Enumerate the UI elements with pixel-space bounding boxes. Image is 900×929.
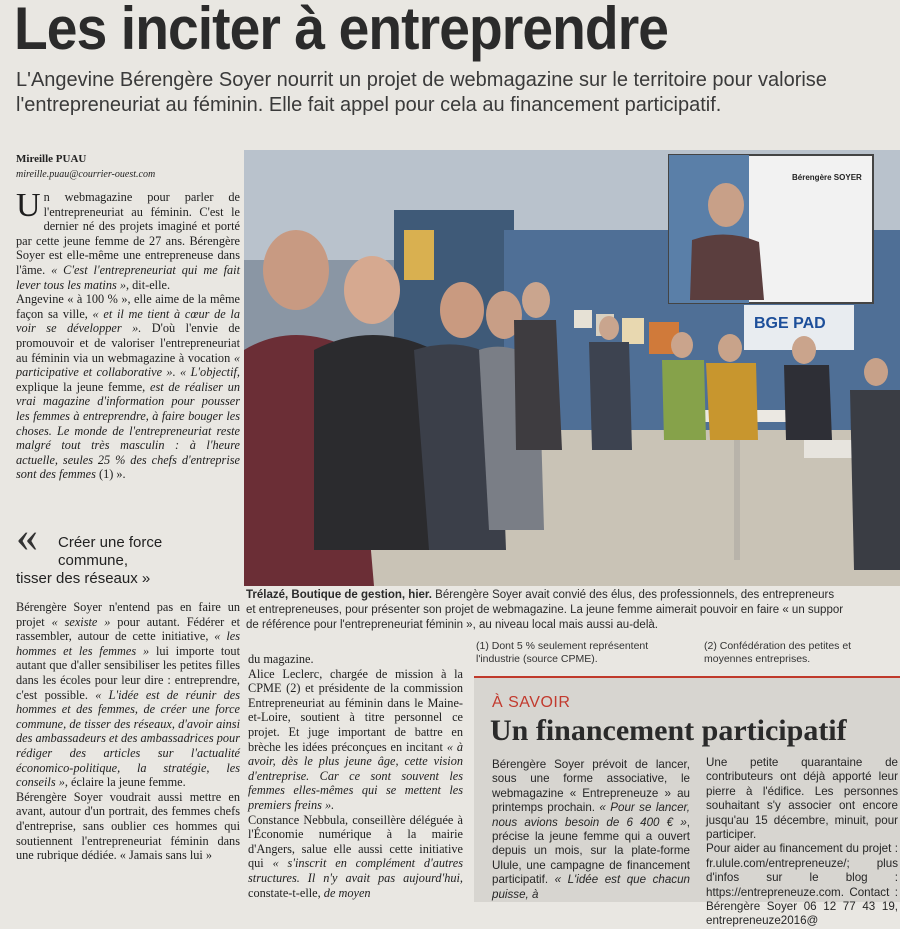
author-email: mireille.puau@courrier-ouest.com: [16, 169, 156, 180]
c2-t4: constate-t-elle,: [248, 885, 321, 900]
c1b-q2: « les hommes et les femmes »: [16, 629, 240, 658]
paragraph-intro: [16, 187, 240, 292]
p2-quote3: « L'objectif,: [180, 365, 240, 380]
p2-quote4: est de réaliser un vrai magazine d'information pour pousser les femmes à entreprendre, à faire bouger les choses. Le monde de l'entrepreneuriat reste malgré tout très masculin : à l'heure actuelle, seules 25 % des chefs d'entreprise sont des femmes: [16, 379, 240, 482]
box-c1-q1: « Pour se lancer, nous avions besoin de 6 400 € »: [492, 801, 690, 829]
p2-quote2: « participative et collaborative ».: [16, 350, 240, 380]
c1b-t3: lui importe tout autant que d'aller sensibiliser les petites filles dans les écoles pour leur dire : entreprendre, c'est possible.: [16, 643, 240, 702]
p2-quote: « et il me tient à cœur de la voir se développer ».: [16, 306, 240, 336]
paragraph-3: [16, 600, 240, 790]
drop-cap: U: [16, 187, 41, 224]
paragraph-6: [248, 813, 463, 901]
sidebar-box: [474, 676, 900, 928]
inset-sign: Bérengère SOYER: [792, 173, 862, 182]
c2-t3: Constance Nebbula, conseillère déléguée à l'Économie numérique à la mairie d'Angers, salue elle aussi cette initiative qui: [248, 812, 463, 871]
box-column-2: [706, 756, 898, 929]
photo-illustration: [244, 150, 900, 586]
banner-text: BGE PAD: [754, 315, 826, 332]
article-column-1-continued: [16, 600, 240, 863]
c2-q2: « s'inscrit en complément d'autres structures. Il n'y avait pas aujourd'hui,: [248, 856, 463, 885]
c2-t2: Alice Leclerc, chargée de mission à la CPME (2) et présidente de la commission Entrepreneuriat au féminin dans le Maine-et-Loire, soutient à titre personnel ce projet. Et juge important de battre en brèche les idées préconçues en incitant: [248, 666, 463, 754]
intro-text: n webmagazine pour parler de l'entrepreneuriat au féminin. C'est le dernier né des projets imaginé et porté par cette jeune femme de 27 ans. Bérengère Soyer est elle-même une entrepreneuse dans l'âme.: [16, 190, 240, 277]
c1b-t4: , éclaire la jeune femme.: [64, 775, 186, 790]
c1b-t1: Bérengère Soyer n'entend pas en faire un projet: [16, 600, 240, 629]
intro-quote: « C'est l'entrepreneuriat qui me fait lever tous les matins »: [16, 262, 240, 292]
intro-end: , dit-elle.: [125, 277, 171, 292]
article-column-2: [248, 652, 463, 900]
box-paragraph-1: [492, 758, 690, 902]
paragraph-5: [248, 667, 463, 813]
paragraph-4: Bérengère Soyer voudrait aussi mettre en avant, autour d'un portrait, des femmes chefs d'entreprise, sans oublier ces hommes qui soutiennent l'entrepreneuriat féminin dans une rubrique dédiée. « Jamais sans lui »: [16, 789, 240, 863]
box-c1-q2: « L'idée est que chacun puisse, à: [492, 873, 690, 901]
p2-mid2: explique la jeune femme,: [16, 379, 146, 394]
p2-mid: D'où l'envie de promouvoir et de valoriser l'entrepreneuriat au féminin via un webmagazine à vocation: [16, 321, 240, 365]
p2-end: (1) ».: [99, 467, 126, 482]
box-column-1: [492, 758, 690, 902]
box-paragraph-3: Pour aider au financement du projet : fr.ulule.com/entrepreneuze/; plus d'infos sur le blog : https://entrepreneuze.com. Contact : Bérengère Soyer 06 12 77 43 19, entrepreneuze2016@: [706, 842, 898, 928]
c1b-q3: « L'idée est de réunir des hommes et des femmes, de créer une force commune, de tisser des réseaux, d'avoir ainsi des ambassadeurs et des ambassadrices pour rédiger des articles sur l'actualité économico-politique, la stratégie, les conseils »: [16, 687, 240, 790]
col2-lead: du magazine.: [248, 652, 314, 666]
article-column-1: [16, 187, 240, 482]
caption-lead: Trélazé, Boutique de gestion, hier.: [246, 589, 432, 601]
pull-quote-line-3: tisser des réseaux »: [16, 570, 151, 587]
caption-line-1: Bérengère Soyer avait convié des élus, des professionnels, des entrepreneurs: [431, 589, 835, 601]
pull-quote: [16, 512, 240, 588]
article-headline: Les inciter à entreprendre: [14, 0, 669, 62]
photo-caption: [246, 588, 900, 633]
box-c1-t2: , précise la jeune femme qui a ouvert depuis un mois, sur la plate-forme Ulule, une campagne de financement participatif.: [492, 815, 690, 887]
article-standfirst: L'Angevine Bérengère Soyer nourrit un projet de webmagazine sur le territoire pour valorise l'entrepreneuriat au féminin. Elle fait appel pour cela au financement participatif.: [16, 69, 827, 116]
pull-quote-line-2: commune,: [58, 552, 129, 569]
byline: [16, 152, 236, 182]
box-title: Un financement participatif: [490, 714, 847, 747]
box-kicker: À SAVOIR: [492, 694, 571, 711]
quote-mark: «: [16, 512, 38, 561]
author-name: Mireille PUAU: [16, 153, 87, 165]
pull-quote-line-1: Créer une force: [58, 534, 163, 551]
p2-start: Angevine « à 100 % », elle aime de la même façon sa ville,: [16, 292, 240, 321]
c1b-t2: pour autant. Fédérer et rassembler, autour de cette initiative,: [16, 614, 241, 644]
paragraph-2: [16, 292, 240, 482]
box-c1-t1: Bérengère Soyer prévoit de lancer, sous une forme associative, le webmagazine « Entrepreneuze » au printemps prochain.: [492, 758, 690, 815]
footnote-2: (2) Confédération des petites et moyennes entreprises.: [704, 640, 852, 665]
caption-line-3: de référence pour l'entrepreneuriat féminin », au niveau local mais aussi au-delà.: [246, 619, 658, 631]
box-paragraph-2: Une petite quarantaine de contributeurs ont déjà apporté leur pierre à l'édifice. Les personnes souhaitant s'y associer ont encore jusqu'au 15 décembre, minuit, pour participer.: [706, 756, 898, 842]
c2-q1: « à avoir, dès le plus jeune âge, cette vision d'entreprise. Car ce sont souvent les femmes elles-mêmes qui se mettent les premiers freins ».: [248, 739, 463, 812]
c1b-q1: « sexiste »: [51, 614, 111, 629]
event-photo: [244, 150, 900, 586]
caption-line-2: et entrepreneuses, pour présenter son projet de webmagazine. La jeune femme aimerait pouvoir en faire « un suppor: [246, 604, 844, 616]
footnote-1: (1) Dont 5 % seulement représentent l'industrie (source CPME).: [476, 640, 649, 665]
c2-q3: de moyen: [323, 885, 371, 900]
